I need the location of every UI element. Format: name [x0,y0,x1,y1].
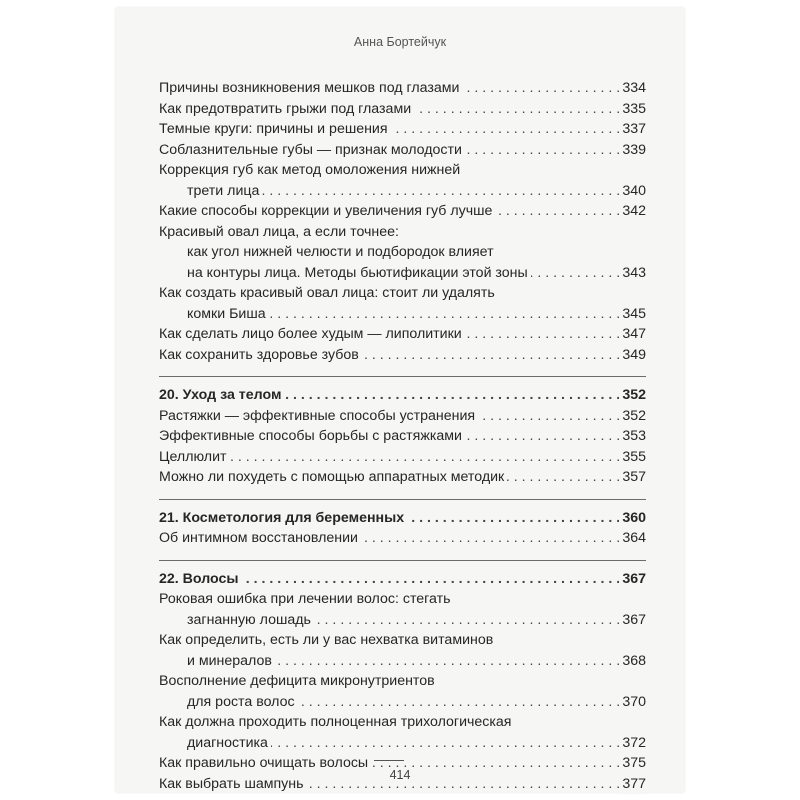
toc-entry-page: 372 [619,733,646,754]
toc-entry-title: Красивый овал лица, а если точнее: [159,224,402,240]
toc-entry-page: 349 [619,345,646,366]
toc-entry-page: 347 [619,324,646,345]
toc-entry-title: Какие способы коррекции и увеличения губ лучше [159,203,495,219]
toc-entry [159,467,646,488]
toc-entry [159,201,646,222]
toc-entry [159,99,646,120]
toc-entry-page: 364 [619,528,646,549]
toc-entry-continuation [159,733,646,754]
toc-entry-page: 357 [619,467,646,488]
book-page [116,8,684,792]
toc-entry-page: 337 [619,119,646,140]
toc-entry-title: Целлюлит [159,449,230,465]
toc-entry [159,630,646,651]
toc-entry-title: Растяжки — эффективные способы устранения [159,408,478,424]
toc-entry-page: 343 [619,263,646,284]
toc-entry [159,345,646,366]
toc-entry-title: Можно ли похудеть с помощью аппаратных методик [159,469,507,485]
toc-entry-title: для роста волос [159,694,298,710]
toc-entry-page: 375 [619,753,646,774]
toc-entry-title: Коррекция губ как метод омоложения нижней [159,162,463,178]
toc-entry-title: Как сделать лицо более худым — липолитики [159,326,465,342]
toc-entry-title: диагностика [159,735,271,751]
toc-entry-title: на контуры лица. Методы бьютификации этой зоны [159,265,531,281]
toc-entry [159,589,646,610]
toc-entry-title: как угол нижней челюсти и подбородок влияет [159,244,497,260]
toc-chapter-page: 367 [619,569,646,590]
toc-entry-page: 370 [619,692,646,713]
toc-entry [159,222,646,243]
toc-chapter-heading [159,385,646,406]
toc-entry-title: Темные круги: причины и решения [159,121,391,137]
toc-entry-continuation [159,304,646,325]
toc-entry-title: Как правильно очищать волосы [159,755,371,771]
toc-entry-continuation [159,242,646,263]
toc-entry-title: загнанную лошадь [159,612,314,628]
toc-entry [159,671,646,692]
toc-entry-title: Как выбрать шампунь [159,776,307,792]
toc-chapter-page: 352 [619,385,646,406]
toc-entry-title: Как должна проходить полноценная трихологическая [159,714,514,730]
toc-entry [159,426,646,447]
section-divider [159,549,646,561]
toc-entry-title: и минералов [159,653,275,669]
section-divider [159,488,646,500]
folio-rule [374,760,404,761]
toc-entry-continuation [159,610,646,631]
toc-entry-page: 339 [619,140,646,161]
toc-entry-title: Эффективные способы борьбы с растяжками [159,428,465,444]
toc-chapter-heading [159,569,646,590]
toc-entry-continuation [159,263,646,284]
toc-entry-title: Как сохранить здоровье зубов [159,347,362,363]
toc-chapter-title: 20. Уход за телом [159,387,284,403]
toc-entry-title: Как создать красивый овал лица: стоит ли удалять [159,285,498,301]
toc-entry-title: Роковая ошибка при лечении волос: стегать [159,591,454,607]
running-head: Анна Бортейчук [353,35,447,49]
toc-chapter-page: 360 [619,508,646,529]
toc-entry [159,712,646,733]
toc-entry-page: 353 [619,426,646,447]
toc-entry-page: 340 [619,181,646,202]
toc-entry-page: 355 [619,447,646,468]
toc-entry-title: трети лица [159,183,262,199]
toc-entry [159,406,646,427]
toc-chapter-title: 22. Волосы [159,571,242,587]
section-divider [159,365,646,377]
toc-entry-page: 368 [619,651,646,672]
toc-entry-page: 367 [619,610,646,631]
toc-entry-title: Как определить, есть ли у вас нехватка витаминов [159,632,496,648]
toc-entry-page: 335 [619,99,646,120]
toc-entry [159,140,646,161]
toc-entry-page: 345 [619,304,646,325]
toc-entry [159,160,646,181]
toc-entry [159,119,646,140]
toc-entry-title: Причины возникновения мешков под глазами [159,80,462,96]
toc-entry-page: 352 [619,406,646,427]
toc-entry-page: 334 [619,78,646,99]
toc-entry [159,78,646,99]
toc-entry-title: комки Биша [159,306,269,322]
toc-entry-page: 342 [619,201,646,222]
toc-chapter-heading [159,508,646,529]
table-of-contents [159,78,646,794]
toc-entry [159,447,646,468]
toc-entry-continuation [159,692,646,713]
toc-entry-title: Восполнение дефицита микронутриентов [159,673,438,689]
toc-chapter-title: 21. Косметология для беременных [159,510,407,526]
toc-entry-continuation [159,181,646,202]
page-number: 414 [389,768,411,782]
toc-entry [159,324,646,345]
toc-entry-title: Соблазнительные губы — признак молодости [159,142,465,158]
toc-entry-continuation [159,651,646,672]
toc-entry-page: 377 [619,774,646,795]
toc-entry-title: Об интимном восстановлении [159,530,361,546]
toc-entry [159,283,646,304]
toc-entry-title: Как предотвратить грыжи под глазами [159,101,414,117]
toc-entry [159,528,646,549]
